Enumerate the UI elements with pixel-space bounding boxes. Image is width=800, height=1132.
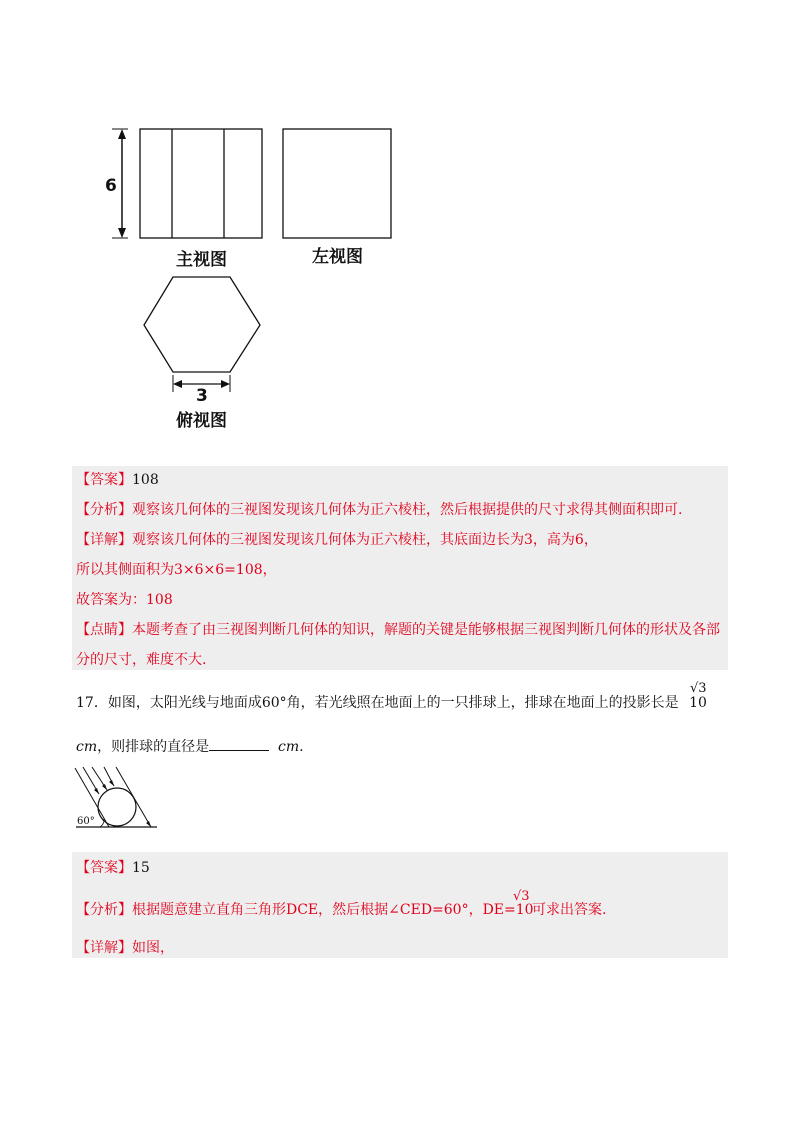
- analysis-tag: 【分析】: [76, 902, 132, 918]
- q17-stem-number: 10: [689, 695, 707, 711]
- q16-detail-line-3: 故答案为：108: [76, 592, 173, 608]
- comment-tag: 【点睛】: [76, 622, 132, 638]
- q17-sqrt3: √3: [690, 681, 707, 696]
- q17-answer-line: [76, 858, 150, 878]
- angle-label: 60°: [77, 816, 95, 827]
- q16-analysis-line: [76, 500, 682, 520]
- answer-tag: 【答案】: [76, 472, 132, 488]
- detail-text: 如图，: [132, 940, 174, 956]
- height-dimension-label: 6: [105, 176, 117, 196]
- q17-unit-cm: cm: [76, 739, 98, 755]
- q16-answer-line: [76, 470, 159, 490]
- answer-tag: 【答案】: [76, 860, 132, 876]
- top-view-label: 俯视图: [176, 411, 227, 431]
- analysis-tag: 【分析】: [76, 502, 132, 518]
- detail-tag: 【详解】: [76, 532, 132, 548]
- three-views-figure: [100, 120, 410, 440]
- q17-stem-line-1: [76, 692, 707, 712]
- q17-detail-line: [76, 938, 174, 958]
- analysis-text: 观察该几何体的三视图发现该几何体为正六棱柱，然后根据提供的尺寸求得其侧面积即可.: [132, 502, 683, 518]
- analysis-text-end: 可求出答案.: [532, 902, 607, 918]
- left-view-label: 左视图: [312, 247, 363, 267]
- q17-stem-line-2: [76, 736, 304, 756]
- q17-stem-mid: ，则排球的直径是: [97, 739, 210, 755]
- q16-detail-line: [76, 530, 598, 550]
- answer-value: 15: [132, 860, 150, 876]
- analysis-sqrt3: √3: [513, 889, 530, 904]
- detail-tag: 【详解】: [76, 940, 132, 956]
- q17-unit-cm-2: cm: [278, 739, 300, 755]
- answer-value: 108: [132, 472, 159, 488]
- detail-text: 观察该几何体的三视图发现该几何体为正六棱柱，其底面边长为3，高为6，: [132, 532, 598, 548]
- q17-stem-text: 17．如图，太阳光线与地面成60°角，若光线照在地面上的一只排球上，排球在地面上的投影长是: [76, 695, 679, 711]
- q17-period: .: [299, 739, 304, 755]
- q16-detail-line-2: 所以其侧面积为3×6×6=108，: [76, 562, 277, 578]
- side-dimension-label: 3: [196, 386, 208, 406]
- q17-answer-blank[interactable]: [209, 737, 269, 751]
- q16-comment-line: [76, 620, 720, 640]
- analysis-text: 根据题意建立直角三角形DCE，然后根据∠CED=60°，DE=10: [132, 902, 534, 918]
- front-view-label: 主视图: [176, 250, 227, 270]
- q17-analysis-line: [76, 900, 534, 920]
- comment-text: 本题考查了由三视图判断几何体的知识，解题的关键是能够根据三视图判断几何体的形状及各部: [132, 622, 720, 638]
- q16-comment-line-2: 分的尺寸，难度不大.: [76, 652, 207, 668]
